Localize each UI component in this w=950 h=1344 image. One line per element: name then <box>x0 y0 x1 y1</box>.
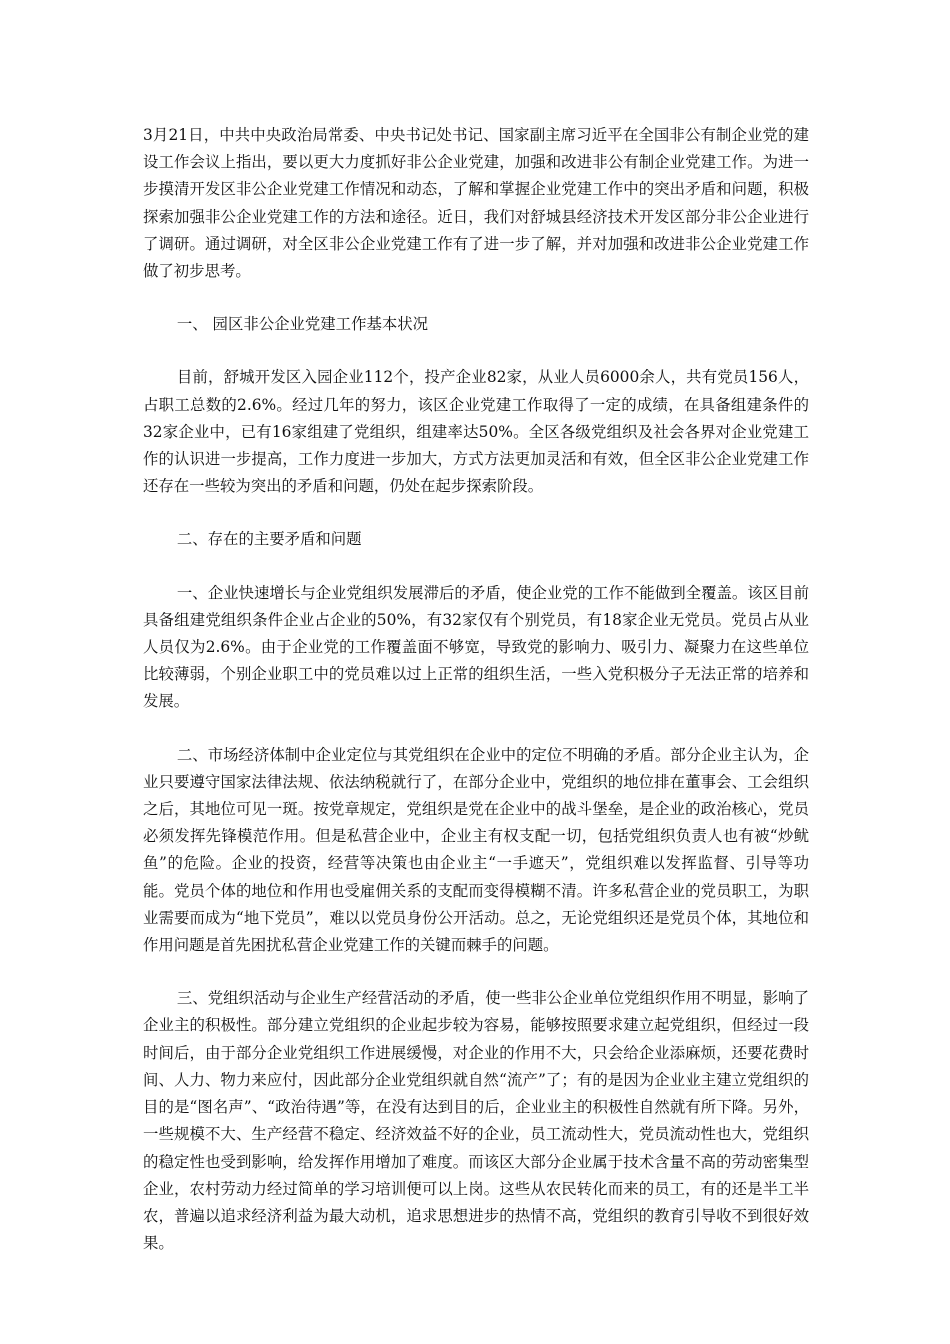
intro-paragraph: 3月21日，中共中央政治局常委、中央书记处书记、国家副主席习近平在全国非公有制企业党的建设工作会议上指出，要以更大力度抓好非公企业党建，加强和改进非公有制企业党建工作。为进一步摸清开发区非公企业党建工作情况和动态，了解和掌握企业党建工作中的突出矛盾和问题，积极探索加强非公企业党建工作的方法和途径。近日，我们对舒城县经济技术开发区部分非公企业进行了调研。通过调研，对全区非公企业党建工作有了进一步了解，并对加强和改进非公企业党建工作做了初步思考。 <box>143 126 809 281</box>
problem-1-paragraph: 一、企业快速增长与企业党组织发展滞后的矛盾，使企业党的工作不能做到全覆盖。该区目前具备组建党组织条件企业占企业的50%，有32家仅有个别党员，有18家企业无党员。党员占从业人员仅为2.6%。由于企业党的工作覆盖面不够宽，导致党的影响力、吸引力、凝聚力在这些单位比较薄弱，个别企业职工中的党员难以过上正常的组织生活，一些入党积极分子无法正常的培养和发展。 <box>143 583 809 711</box>
problem-2-paragraph: 二、市场经济体制中企业定位与其党组织在企业中的定位不明确的矛盾。部分企业主认为，企业只要遵守国家法律法规、依法纳税就行了，在部分企业中，党组织的地位排在董事会、工会组织之后，其地位可见一斑。按党章规定，党组织是党在企业中的战斗堡垒，是企业的政治核心，党员必须发挥先锋模范作用。但是私营企业中，企业主有权支配一切，包括党组织负责人也有被“炒鱿鱼”的危险。企业的投资，经营等决策也由企业主“一手遮天”，党组织难以发挥监督、引导等功能。党员个体的地位和作用也受雇佣关系的支配而变得模糊不清。许多私营企业的党员职工，为职业需要而成为“地下党员”，难以以党员身份公开活动。总之，无论党组织还是党员个体，其地位和作用问题是首先困扰私营企业党建工作的关键而棘手的问题。 <box>143 745 809 955</box>
section-heading-2: 二、存在的主要矛盾和问题 <box>176 530 362 549</box>
problem-3-paragraph: 三、党组织活动与企业生产经营活动的矛盾，使一些非公企业单位党组织作用不明显，影响了企业主的积极性。部分建立党组织的企业起步较为容易，能够按照要求建立起党组织，但经过一段时间后，由于部分企业党组织工作进展缓慢，对企业的作用不大，只会给企业添麻烦，还要花费时间、人力、物力来应付，因此部分企业党组织就自然“流产”了；有的是因为企业业主建立党组织的目的是“图名声”、“政治待遇”等，在没有达到目的后，企业业主的积极性自然就有所下降。另外，一些规模不大、生产经营不稳定、经济效益不好的企业，员工流动性大，党员流动性也大，党组织的稳定性也受到影响，给发挥作用增加了难度。而该区大部分企业属于技术含量不高的劳动密集型企业，农村劳动力经过简单的学习培训便可以上岗。这些从农民转化而来的员工，有的还是半工半农，普遍以追求经济利益为最大动机，追求思想进步的热情不高，党组织的教育引导收不到很好效果。 <box>143 989 809 1253</box>
section-1-paragraph: 目前，舒城开发区入园企业112个，投产企业82家，从业人员6000余人，共有党员156人，占职工总数的2.6%。经过几年的努力，该区企业党建工作取得了一定的成绩，在具备组建条件的32家企业中，已有16家组建了党组织，组建率达50%。全区各级党组织及社会各界对企业党建工作的认识进一步提高，工作力度进一步加大，方式方法更加灵活和有效，但全区非公企业党建工作还存在一些较为突出的矛盾和问题，仍处在起步探索阶段。 <box>143 368 809 496</box>
section-heading-1: 一、 园区非公企业党建工作基本状况 <box>176 315 429 334</box>
document-body <box>143 122 809 1257</box>
